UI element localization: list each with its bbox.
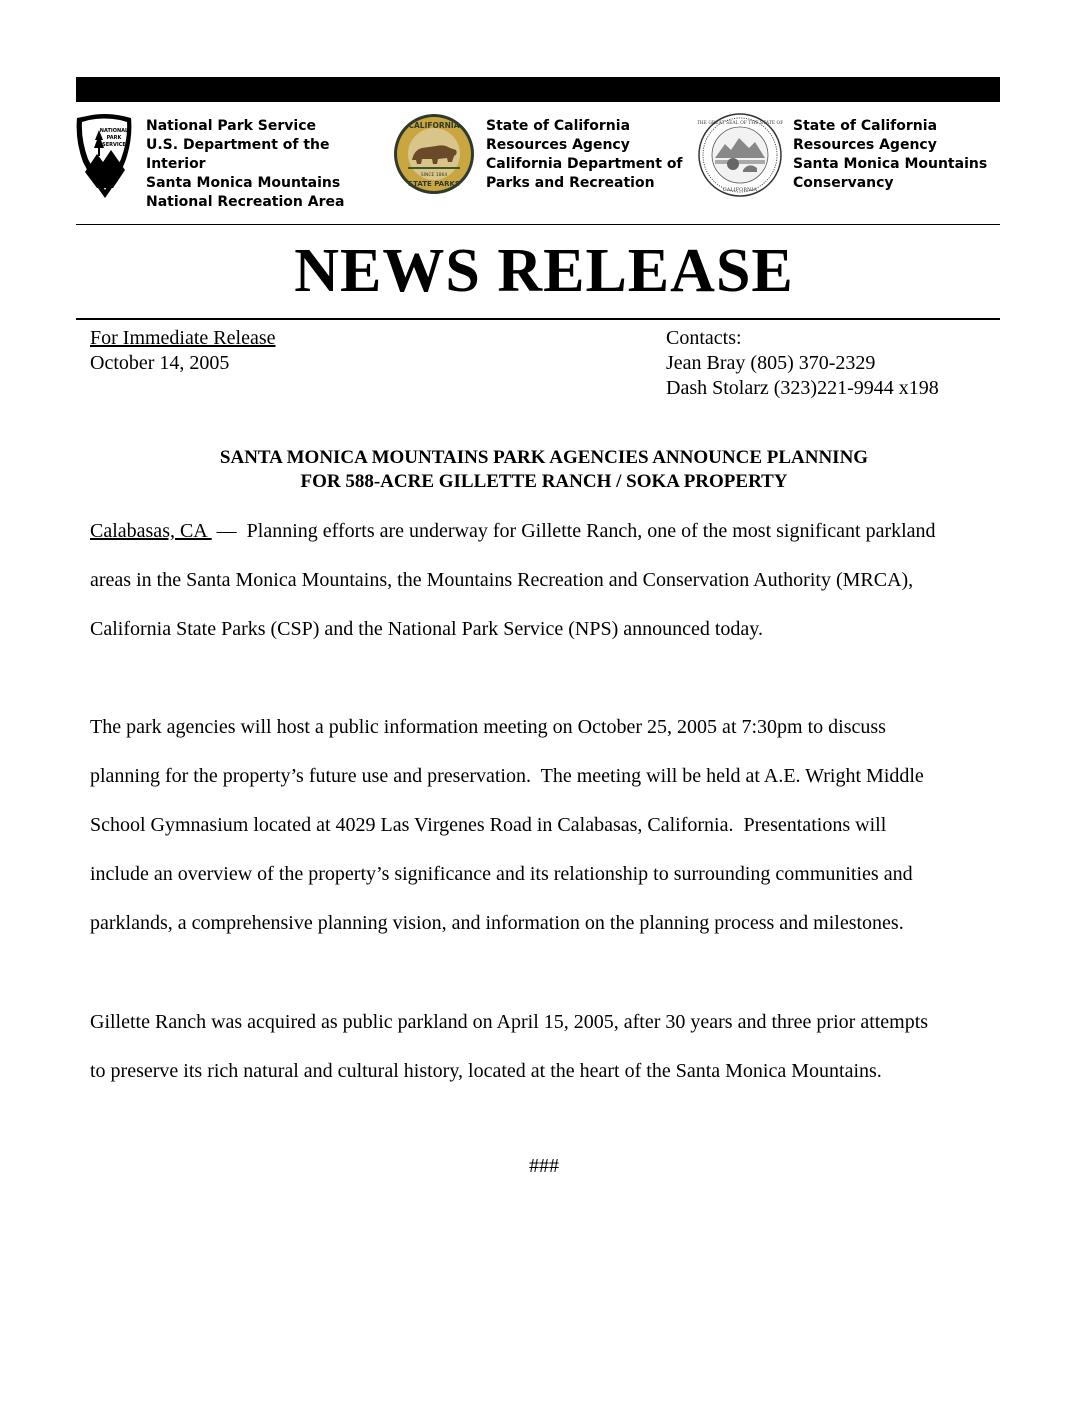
paragraph-3 — [90, 998, 1010, 1096]
paragraph-line: The park agencies will host a public information meeting on October 25, 2005 at 7:30pm to discuss — [90, 716, 886, 738]
release-title-line: FOR 588-ACRE GILLETTE RANCH / SOKA PROPERTY — [300, 471, 788, 492]
seal-logo-bottom: CALIFORNIA — [722, 187, 758, 193]
release-info — [90, 326, 276, 376]
header-divider — [76, 224, 1000, 225]
agency-line: Santa Monica Mountains — [793, 156, 988, 172]
nps-logo-text-1: NATIONAL — [99, 128, 129, 134]
agency-line: National Park Service — [146, 118, 316, 134]
header-black-bar — [76, 77, 1000, 102]
nps-arrowhead-icon — [72, 112, 136, 202]
agency-line: Parks and Recreation — [486, 175, 655, 191]
paragraph-1 — [90, 507, 1010, 654]
state-parks-logo-top: CALIFORNIA — [408, 121, 460, 130]
agency-line: Resources Agency — [793, 137, 937, 153]
state-parks-logo-bottom: STATE PARKS — [408, 180, 460, 188]
state-parks-logo-since: SINCE 1864 — [420, 173, 448, 178]
contacts-label: Contacts: — [666, 327, 742, 349]
release-title — [0, 446, 1088, 494]
paragraph-line: parklands, a comprehensive planning vision, and information on the planning process and milestones. — [90, 912, 904, 934]
california-state-parks-bear-icon — [392, 112, 476, 202]
paragraph-line: planning for the property’s future use and preservation. The meeting will be held at A.E. Wright Middle — [90, 765, 924, 787]
paragraph-line: Gillette Ranch was acquired as public parkland on April 15, 2005, after 30 years and three prior attempts — [90, 1011, 929, 1033]
agency-ca-state-parks-text — [486, 117, 683, 193]
contact-person: Jean Bray (805) 370-2329 — [666, 352, 876, 374]
agency-nps — [72, 112, 344, 212]
contacts-block — [666, 326, 939, 401]
end-mark: ### — [529, 1155, 559, 1177]
agency-line: State of California — [793, 118, 938, 134]
paragraph-line: California State Parks (CSP) and the National Park Service (NPS) announced today. — [90, 618, 764, 640]
release-label: For Immediate Release — [90, 327, 276, 349]
paragraph-line: School Gymnasium located at 4029 Las Virgenes Road in Calabasas, California. Presentations will — [90, 814, 887, 836]
seal-logo-top: THE GREAT SEAL OF THE STATE OF — [697, 121, 783, 126]
dateline: Calabasas, CA — [90, 520, 212, 542]
dateline-dash: — — [211, 520, 247, 542]
agency-smm-conservancy-text — [793, 117, 987, 193]
page-title: NEWS RELEASE — [294, 237, 794, 305]
paragraph-line — [90, 507, 1010, 556]
agency-ca-state-parks — [392, 112, 683, 202]
agency-line: Resources Agency — [486, 137, 630, 153]
paragraph-2 — [90, 703, 1010, 948]
nps-logo-text-3: SERVICE — [102, 142, 126, 148]
paragraph-line: to preserve its rich natural and cultural history, located at the heart of the Santa Monica Mountains. — [90, 1060, 882, 1082]
agency-line: State of California — [486, 118, 631, 134]
agency-line: Interior — [146, 156, 206, 172]
nps-logo-text-2: PARK — [106, 135, 122, 141]
agency-line: Conservancy — [793, 175, 894, 191]
release-date: October 14, 2005 — [90, 352, 230, 374]
agency-line: Santa Monica Mountains — [146, 175, 341, 191]
agency-line: National Recreation Area — [146, 194, 345, 210]
agency-smm-conservancy — [697, 112, 987, 202]
agency-line: U.S. Department of the — [146, 137, 330, 153]
paragraph-line: areas in the Santa Monica Mountains, the Mountains Recreation and Conservation Authority (MRCA), — [90, 569, 914, 591]
agency-line: California Department of — [486, 156, 683, 172]
paragraph-line: include an overview of the property’s significance and its relationship to surrounding communities and — [90, 863, 913, 885]
headline-divider — [76, 318, 1000, 320]
california-state-seal-icon — [697, 112, 783, 202]
contact-person: Dash Stolarz (323)221-9944 x198 — [666, 377, 939, 399]
paragraph-line-text: Planning efforts are underway for Gillette Ranch, one of the most significant parkland — [246, 520, 936, 542]
release-title-line: SANTA MONICA MOUNTAINS PARK AGENCIES ANNOUNCE PLANNING — [219, 447, 869, 468]
agency-nps-text — [146, 117, 344, 212]
